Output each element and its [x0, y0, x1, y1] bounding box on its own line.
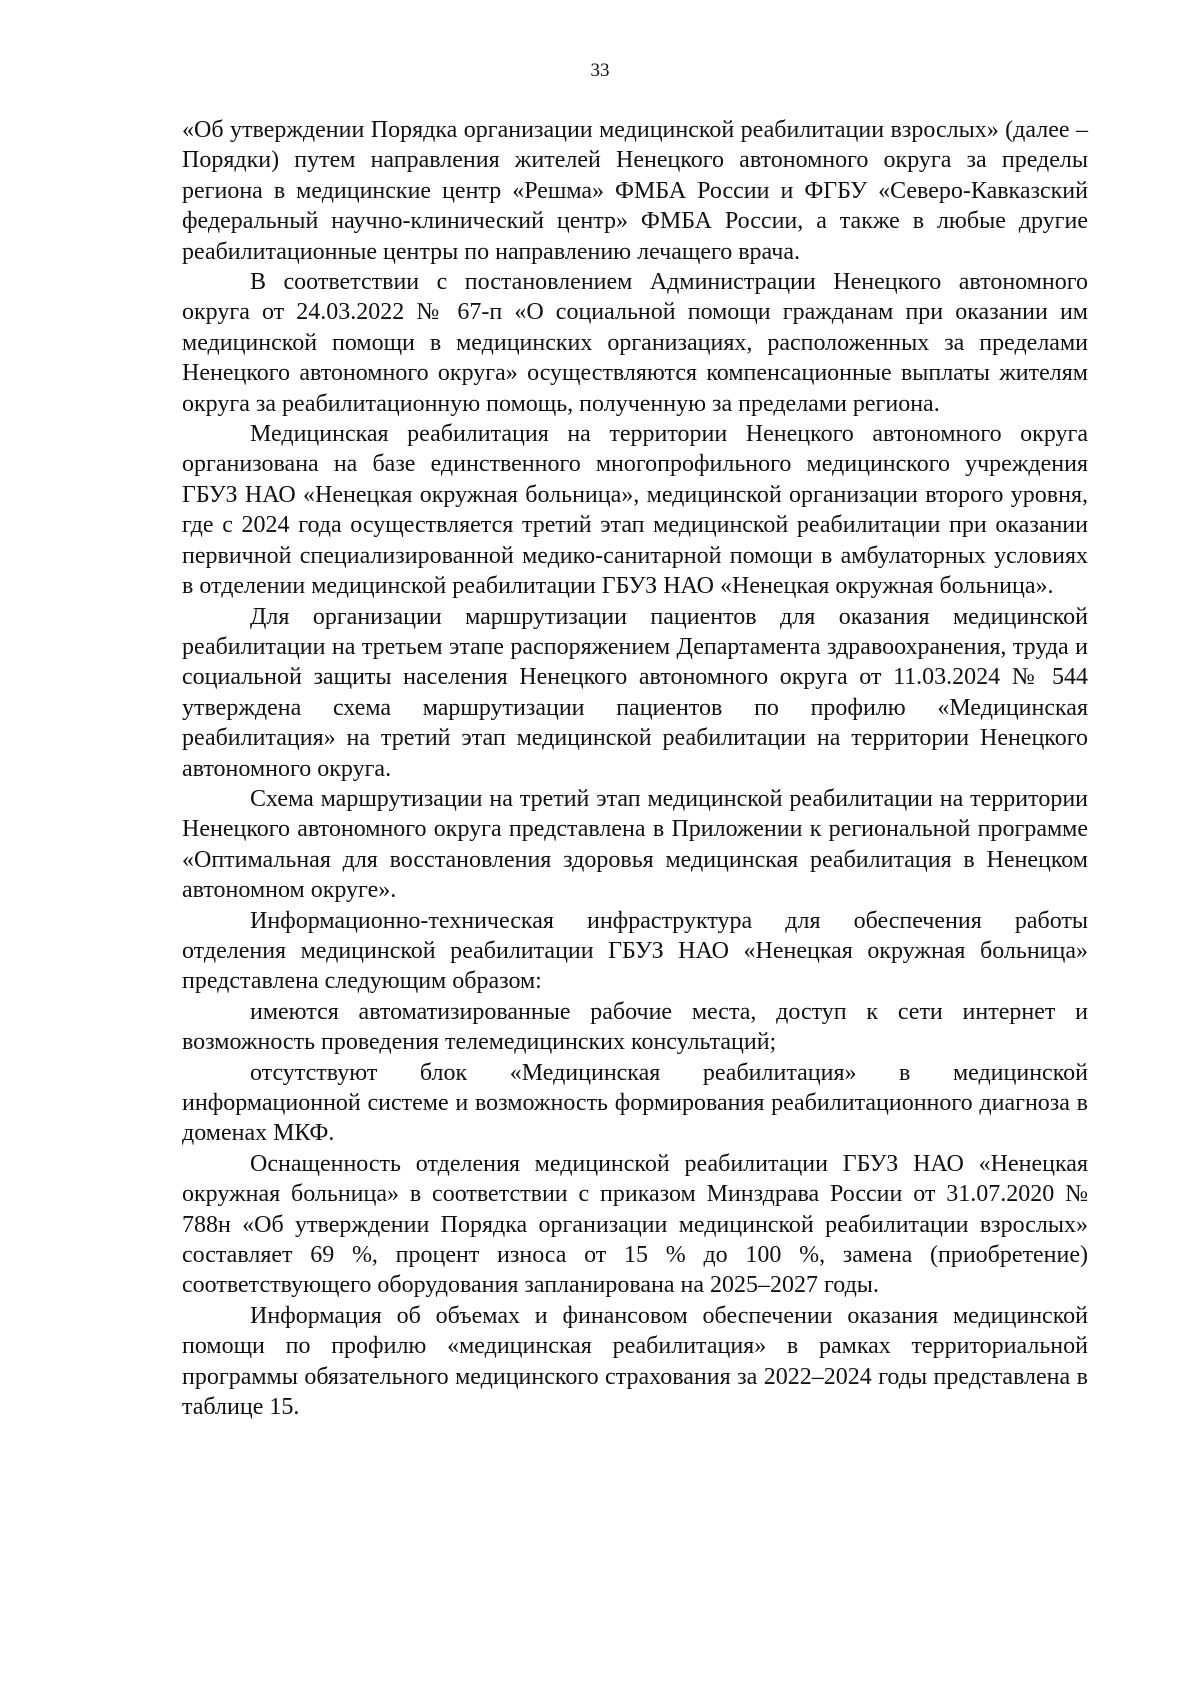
list-item-1: имеются автоматизированные рабочие места, доступ к сети интернет и возможность проведения телемедицинских консультаций; [182, 998, 1088, 1056]
paragraph-1: «Об утверждении Порядка организации медицинской реабилитации взрослых» (далее – Порядки) путем направления жителей Ненецкого автономного округа за пределы региона в медицинские центр «Решма» ФМБА России и ФГБУ «Северо-Кавказский федеральный научно-клинический центр» ФМБА России, а также в любые другие реабилитационные центры по направлению лечащего врача. [182, 117, 1088, 265]
paragraph-7: Оснащенность отделения медицинской реабилитации ГБУЗ НАО «Ненецкая окружная больница» в соответствии с приказом Минздрава России от 31.07.2020 № 788н «Об утверждении Порядка организации медицинской реабилитации взрослых» составляет 69 %, процент износа от 15 % до 100 %, замена (приобретение) соответствующего оборудования запланирована на 2025–2027 годы. [182, 1150, 1088, 1299]
paragraph-4: Для организации маршрутизации пациентов для оказания медицинской реабилитации на третьем этапе распоряжением Департамента здравоохранения, труда и социальной защиты населения Ненецкого автономного округа от 11.03.2024 № 544 утверждена схема маршрутизации пациентов по профилю «Медицинская реабилитация» на третий этап медицинской реабилитации на территории Ненецкого автономного округа. [182, 603, 1088, 782]
paragraph-5: Схема маршрутизации на третий этап медицинской реабилитации на территории Ненецкого автономного округа представлена в Приложении к региональной программе «Оптимальная для восстановления здоровья медицинская реабилитация в Ненецком автономном округе». [182, 785, 1088, 904]
page-number: 33 [590, 60, 610, 81]
paragraph-2: В соответствии с постановлением Администрации Ненецкого автономного округа от 24.03.2022 № 67-п «О социальной помощи гражданам при оказании им медицинской помощи в медицинских организациях, расположенных за пределами Ненецкого автономного округа» осуществляются компенсационные выплаты жителям округа за реабилитационную помощь, полученную за пределами региона. [182, 269, 1088, 417]
paragraph-3: Медицинская реабилитация на территории Ненецкого автономного округа организована на базе единственного многопрофильного медицинского учреждения ГБУЗ НАО «Ненецкая окружная больница», медицинской организации второго уровня, где с 2024 года осуществляется третий этап медицинской реабилитации при оказании первичной специализированной медико-санитарной помощи в амбулаторных условиях в отделении медицинской реабилитации ГБУЗ НАО «Ненецкая окружная больница». [182, 421, 1088, 600]
paragraph-8: Информация об объемах и финансовом обеспечении оказания медицинской помощи по профилю «медицинская реабилитация» в рамках территориальной программы обязательного медицинского страхования за 2022–2024 годы представлена в таблице 15. [182, 1302, 1088, 1421]
list-item-2: отсутствуют блок «Медицинская реабилитация» в медицинской информационной системе и возможность формирования реабилитационного диагноза в доменах МКФ. [182, 1059, 1088, 1147]
paragraph-6: Информационно-техническая инфраструктура для обеспечения работы отделения медицинской реабилитации ГБУЗ НАО «Ненецкая окружная больница» представлена следующим образом: [182, 907, 1088, 995]
document-body [182, 115, 1088, 1422]
